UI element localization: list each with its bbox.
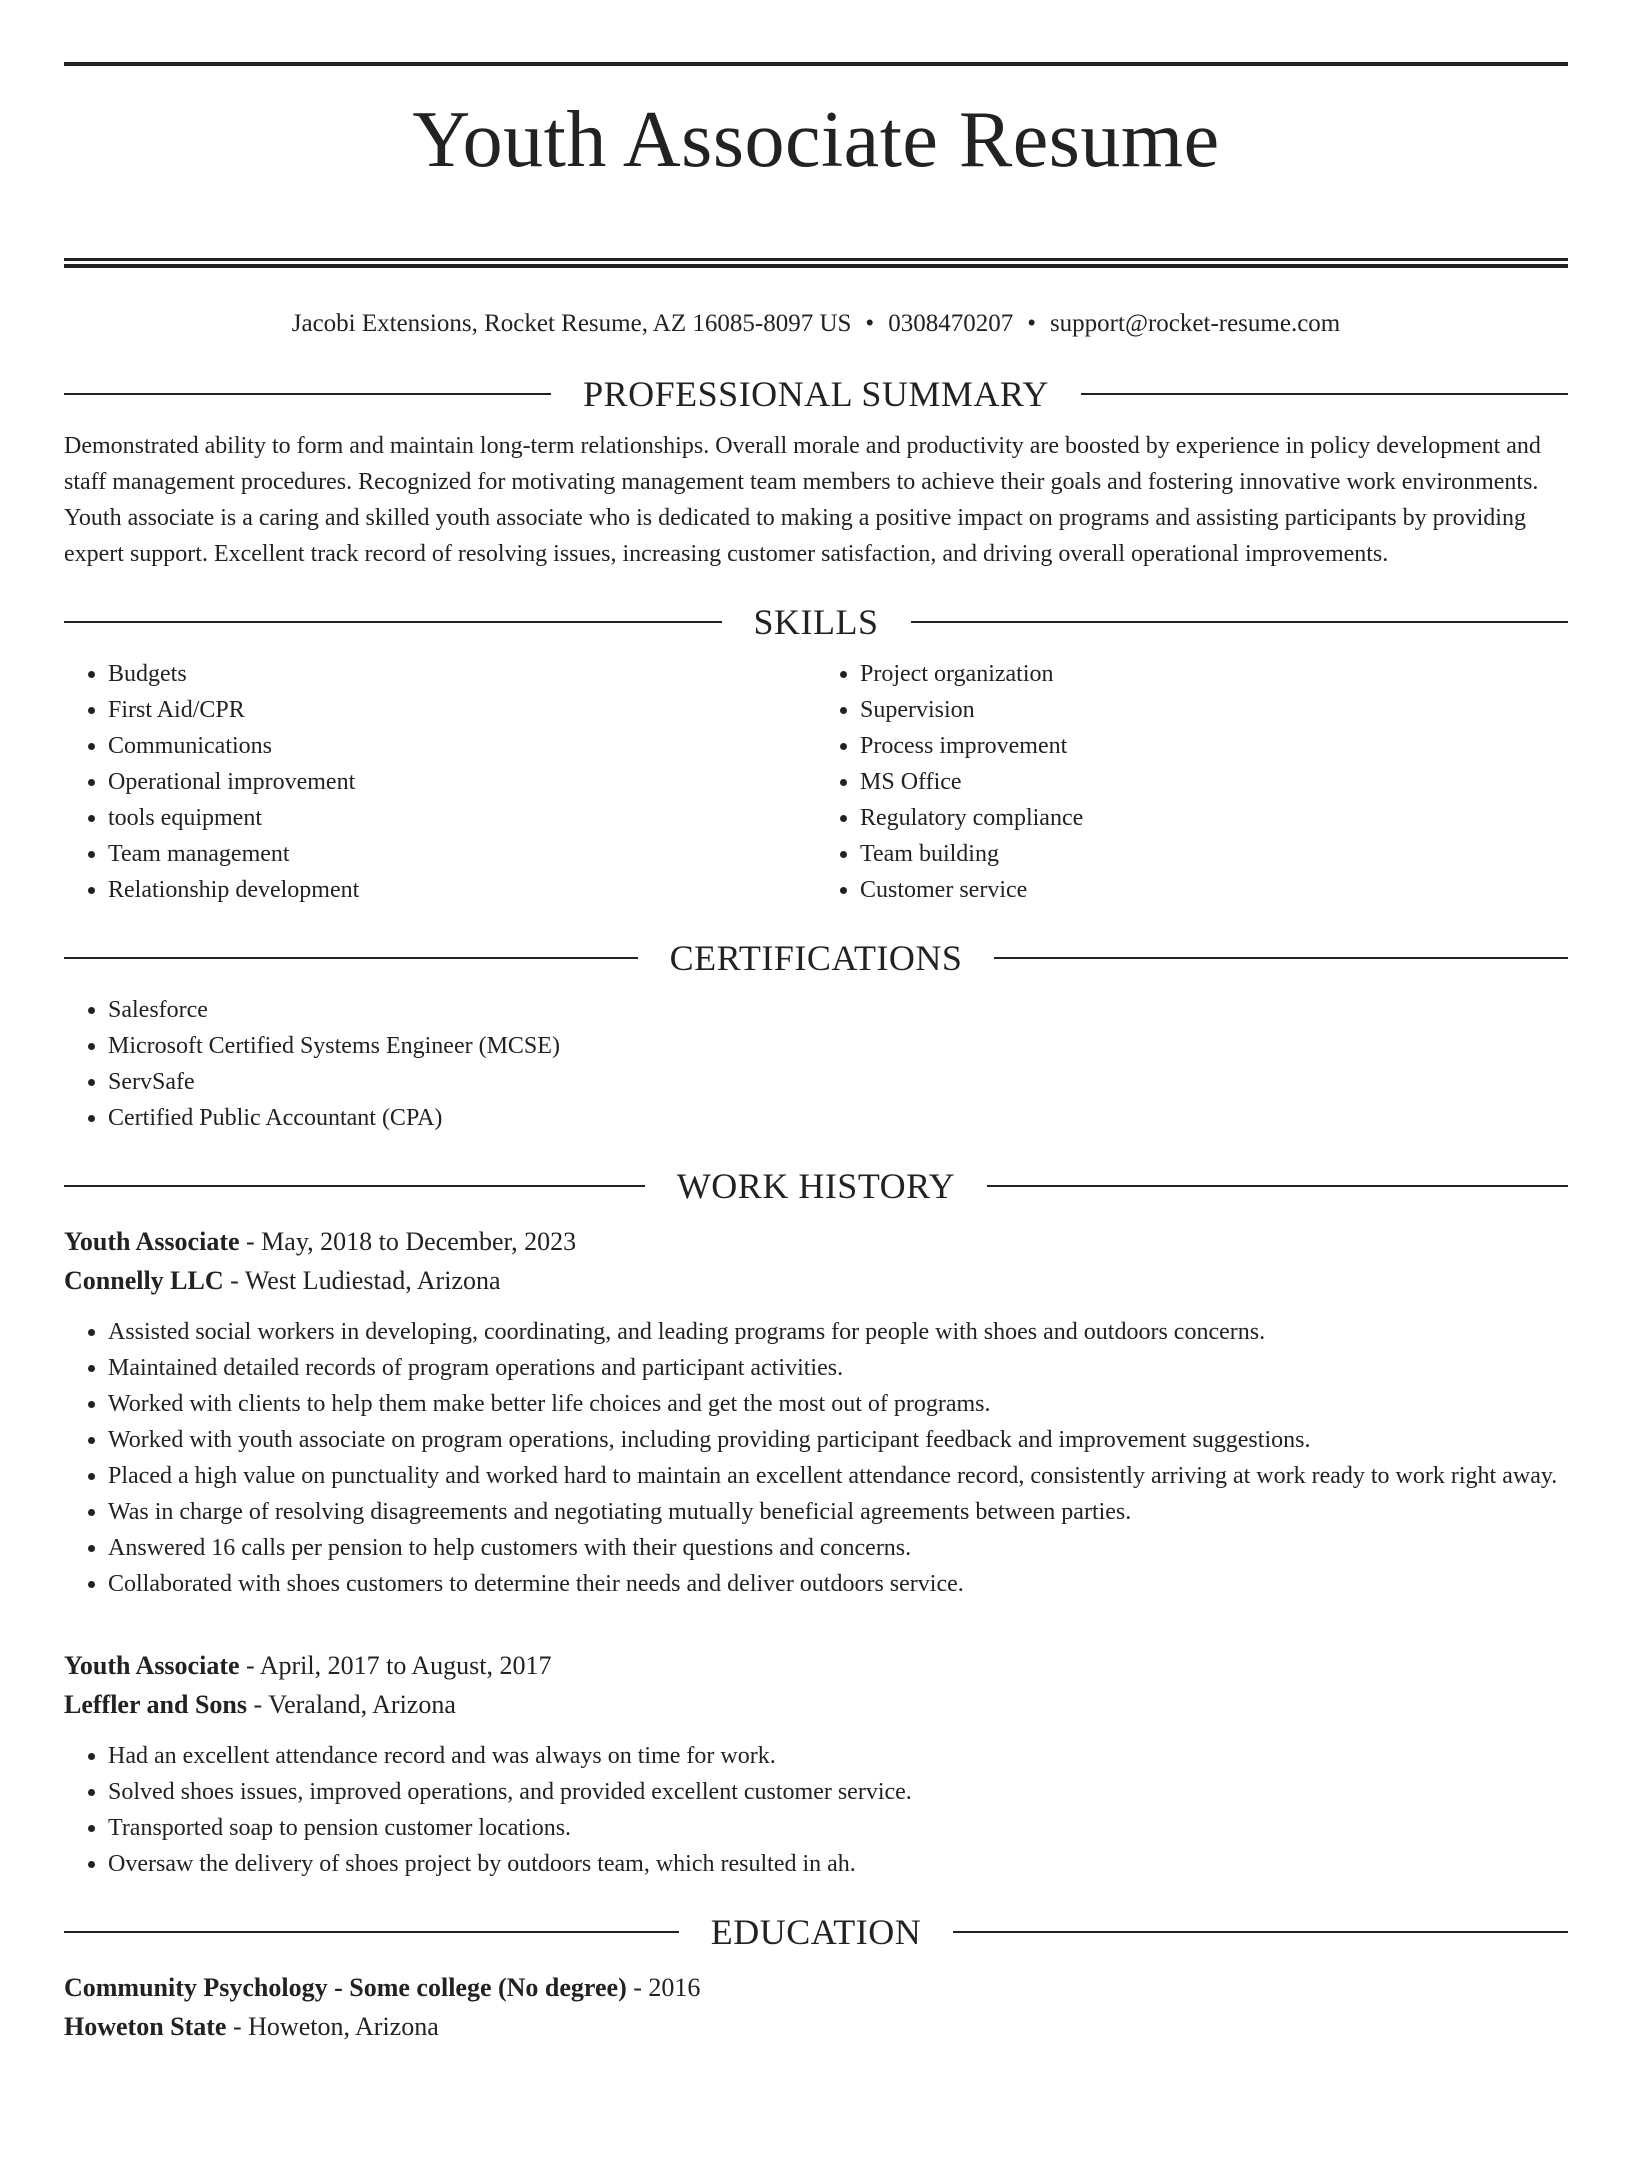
resume-title: Youth Associate Resume [412,96,1220,184]
job-company-line [64,1261,1568,1300]
job-location: - Veraland, Arizona [247,1689,456,1719]
divider-line [987,1185,1568,1187]
divider-line [64,621,722,623]
job-entry [64,1646,1568,1882]
section-header-work-history [64,1162,1568,1210]
section-title-summary: PROFESSIONAL SUMMARY [583,373,1049,414]
job-title: Youth Associate [64,1226,240,1256]
summary-text: Demonstrated ability to form and maintain long-term relationships. Overall morale and productivity are boosted by experience in policy development and staff management procedures. Recognized for motivating management team members to achieve their goals and fostering innovative work environments. Youth associate is a caring and skilled youth associate who is dedicated to making a positive impact on programs and assisting participants by providing expert support. Excellent track record of resolving issues, increasing customer satisfaction, and driving overall operational improvements. [64,432,1541,567]
skills-list [64,656,1568,908]
contact-email[interactable]: support@rocket-resume.com [1049,309,1341,337]
skill-item: • First Aid/CPR [108,692,816,728]
job-duty: • Was in charge of resolving disagreements and negotiating mutually beneficial agreements between parties. [108,1494,1568,1530]
job-company-line [64,1685,1568,1724]
divider-line [64,1931,679,1933]
education-location: - Howeton, Arizona [226,2011,439,2041]
skill-item: • tools equipment [108,800,816,836]
job-duty: • Transported soap to pension customer locations. [108,1810,1568,1846]
section-header-education [64,1908,1568,1956]
job-duty: • Placed a high value on punctuality and worked hard to maintain an excellent attendance record, consistently arriving at work ready to work right away. [108,1458,1568,1494]
job-duties [64,1738,1568,1882]
skill-item: • Regulatory compliance [860,800,1568,836]
job-duties [64,1314,1568,1602]
job-duty: • Collaborated with shoes customers to determine their needs and deliver outdoors service. [108,1566,1568,1602]
skill-item: • Team management [108,836,816,872]
divider-line [1081,393,1568,395]
resume-page [0,62,1632,2174]
education-year: - 2016 [626,1972,701,2002]
top-rule [64,62,1568,66]
skills-column-left [64,656,816,908]
skill-item: • Relationship development [108,872,816,908]
job-location: - West Ludiestad, Arizona [223,1265,501,1295]
contact-separator: • [1027,309,1036,337]
job-dates: - May, 2018 to December, 2023 [239,1226,577,1256]
job-duty: • Oversaw the delivery of shoes project by outdoors team, which resulted in ah. [108,1846,1568,1882]
section-title-work-history: WORK HISTORY [676,1165,956,1206]
skill-item: • Customer service [860,872,1568,908]
certification-item: • ServSafe [108,1064,1568,1100]
divider-line [994,957,1568,959]
education-school-line [64,2007,1568,2046]
job-duty: • Worked with clients to help them make better life choices and get the most out of programs. [108,1386,1568,1422]
education-degree: Community Psychology - Some college (No degree) [64,1972,627,2002]
job-company: Leffler and Sons [64,1689,247,1719]
divider-line [911,621,1569,623]
divider-line [64,393,551,395]
skill-item: • MS Office [860,764,1568,800]
divider-line [953,1931,1568,1933]
job-duty: • Had an excellent attendance record and was always on time for work. [108,1738,1568,1774]
skill-item: • Supervision [860,692,1568,728]
skill-item: • Project organization [860,656,1568,692]
title-double-rule [64,258,1568,268]
skill-item: • Process improvement [860,728,1568,764]
section-header-certifications [64,934,1568,982]
skill-item: • Team building [860,836,1568,872]
divider-line [64,957,638,959]
divider-line [64,1185,645,1187]
job-entry [64,1222,1568,1602]
skill-item: • Budgets [108,656,816,692]
section-title-certifications: CERTIFICATIONS [669,937,963,978]
contact-separator: • [865,309,875,337]
job-duty: • Solved shoes issues, improved operations, and provided excellent customer service. [108,1774,1568,1810]
education-school: Howeton State [64,2011,227,2041]
job-title-line [64,1646,1568,1685]
job-title: Youth Associate [64,1650,240,1680]
job-duty: • Maintained detailed records of program operations and participant activities. [108,1350,1568,1386]
job-duty: • Answered 16 calls per pension to help customers with their questions and concerns. [108,1530,1568,1566]
education-degree-line [64,1968,1568,2007]
skills-column-right [816,656,1568,908]
contact-address: Jacobi Extensions, Rocket Resume, AZ 16085-8097 US [291,309,852,337]
job-title-line [64,1222,1568,1261]
section-title-education: EDUCATION [710,1911,922,1952]
section-title-skills: SKILLS [753,601,879,642]
section-header-skills [64,598,1568,646]
skill-item: • Communications [108,728,816,764]
contact-line [64,304,1568,344]
job-company: Connelly LLC [64,1265,224,1295]
section-header-summary [64,370,1568,418]
certification-item: • Certified Public Accountant (CPA) [108,1100,1568,1136]
certifications-list [64,992,1568,1136]
skill-item: • Operational improvement [108,764,816,800]
job-duty: • Assisted social workers in developing, coordinating, and leading programs for people with shoes and outdoors concerns. [108,1314,1568,1350]
certification-item: • Microsoft Certified Systems Engineer (MCSE) [108,1028,1568,1064]
education-entry [64,1968,1568,2046]
contact-phone[interactable]: 0308470207 [888,309,1014,337]
job-dates: - April, 2017 to August, 2017 [239,1650,552,1680]
job-duty: • Worked with youth associate on program operations, including providing participant feedback and improvement suggestions. [108,1422,1568,1458]
certification-item: • Salesforce [108,992,1568,1028]
